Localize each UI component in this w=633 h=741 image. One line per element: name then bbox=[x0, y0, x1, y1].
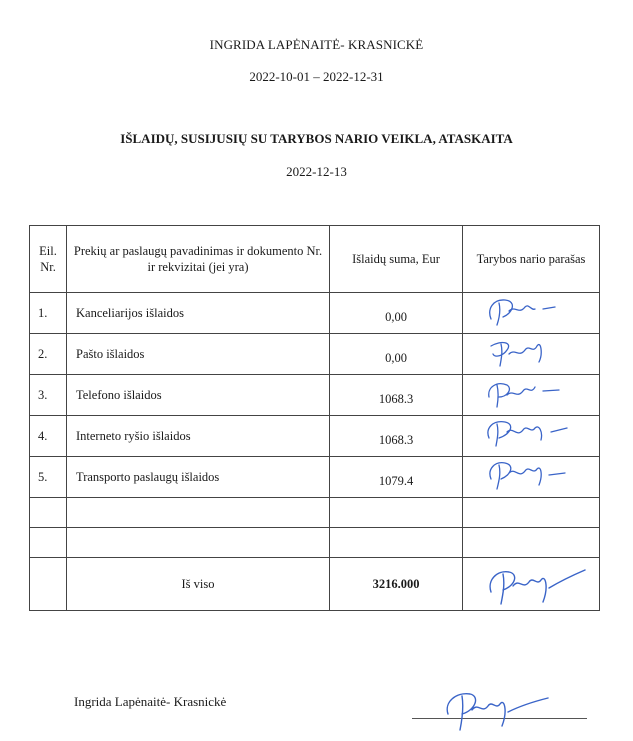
table-row bbox=[30, 334, 600, 375]
col-header-description: Prekių ar paslaugų pavadinimas ir dokumento Nr. ir rekvizitai (jei yra) bbox=[67, 226, 330, 293]
row-number: 2. bbox=[30, 334, 67, 375]
table-header-row bbox=[30, 226, 600, 293]
table-row bbox=[30, 416, 600, 457]
total-row bbox=[30, 558, 600, 611]
col-header-amount: Išlaidų suma, Eur bbox=[330, 226, 463, 293]
report-date: 2022-12-13 bbox=[286, 164, 347, 179]
row-signature-cell bbox=[463, 375, 600, 416]
row-amount: 1079.4 bbox=[330, 457, 463, 498]
table-row-empty bbox=[30, 498, 600, 528]
total-value: 3216.000 bbox=[330, 558, 463, 611]
row-description: Telefono išlaidos bbox=[67, 375, 330, 416]
col-header-signature: Tarybos nario parašas bbox=[463, 226, 600, 293]
handwritten-signature-icon bbox=[440, 684, 560, 734]
col-header-number: Eil. Nr. bbox=[30, 226, 67, 293]
row-amount: 1068.3 bbox=[330, 416, 463, 457]
row-signature-cell bbox=[463, 416, 600, 457]
person-name: INGRIDA LAPĖNAITĖ- KRASNICKĖ bbox=[209, 37, 424, 52]
row-signature-cell bbox=[463, 293, 600, 334]
total-signature-cell bbox=[463, 558, 600, 611]
row-number: 3. bbox=[30, 375, 67, 416]
row-amount: 0,00 bbox=[330, 334, 463, 375]
row-signature-cell bbox=[463, 334, 600, 375]
report-period: 2022-10-01 – 2022-12-31 bbox=[249, 69, 384, 84]
table-row-empty bbox=[30, 528, 600, 558]
row-number: 4. bbox=[30, 416, 67, 457]
row-amount: 0,00 bbox=[330, 293, 463, 334]
row-amount: 1068.3 bbox=[330, 375, 463, 416]
handwritten-signature-icon bbox=[485, 336, 575, 368]
row-description: Kanceliarijos išlaidos bbox=[67, 293, 330, 334]
table-row bbox=[30, 293, 600, 334]
table-row bbox=[30, 457, 600, 498]
expense-table bbox=[29, 225, 600, 611]
handwritten-signature-icon bbox=[483, 455, 583, 491]
total-label: Iš viso bbox=[67, 558, 330, 611]
handwritten-signature-icon bbox=[483, 295, 573, 327]
row-number: 1. bbox=[30, 293, 67, 334]
row-number: 5. bbox=[30, 457, 67, 498]
row-description: Transporto paslaugų išlaidos bbox=[67, 457, 330, 498]
row-signature-cell bbox=[463, 457, 600, 498]
handwritten-signature-icon bbox=[483, 377, 573, 409]
handwritten-signature-icon bbox=[485, 562, 595, 608]
report-title: IŠLAIDŲ, SUSIJUSIŲ SU TARYBOS NARIO VEIKLA, ATASKAITA bbox=[120, 131, 513, 146]
table-row bbox=[30, 375, 600, 416]
row-description: Pašto išlaidos bbox=[67, 334, 330, 375]
handwritten-signature-icon bbox=[481, 416, 581, 450]
footer-signer-name: Ingrida Lapėnaitė- Krasnickė bbox=[74, 694, 227, 709]
row-description: Interneto ryšio išlaidos bbox=[67, 416, 330, 457]
